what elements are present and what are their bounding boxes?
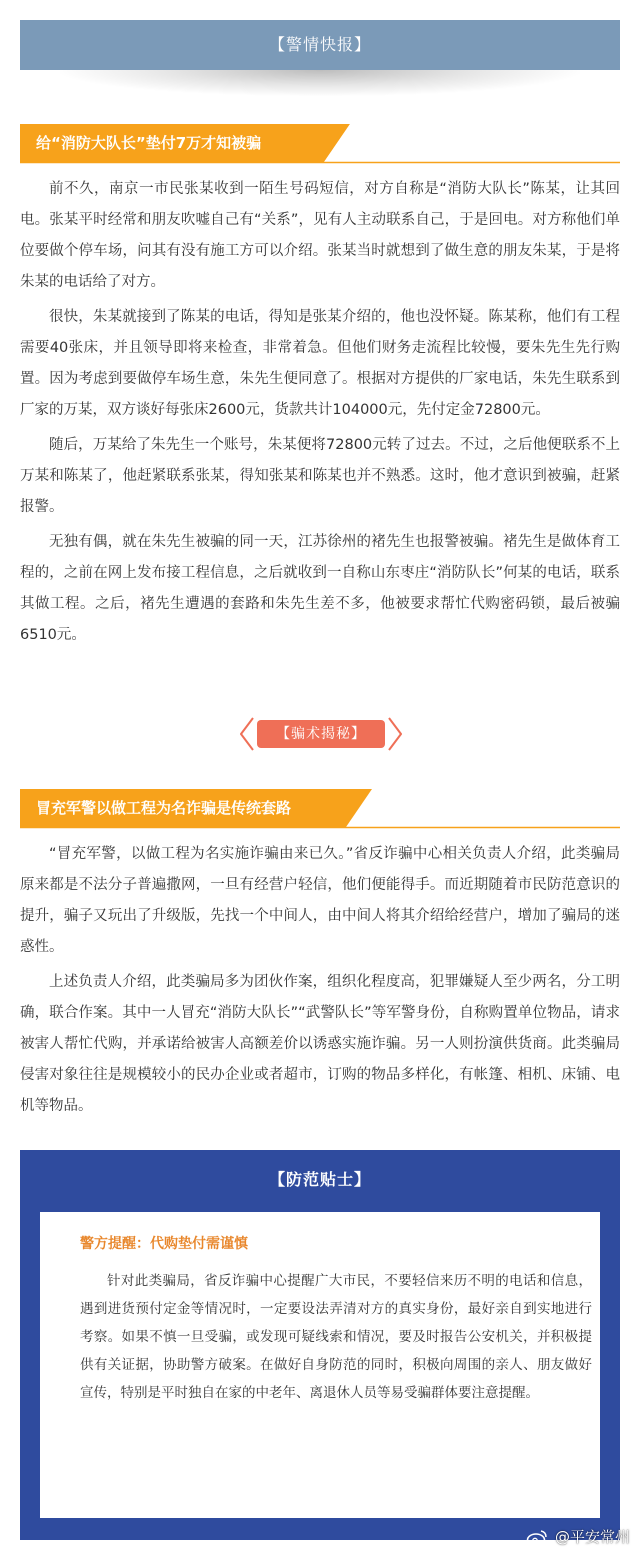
paragraph: 很快，朱某就接到了陈某的电话，得知是张某介绍的，他也没怀疑。陈某称，他们有工程需要40张床，并且领导即将来检查，非常着急。但他们财务走流程比较慢，要朱先生先行购置。因为考虑到要做停车场生意，朱先生便同意了。根据对方提供的厂家电话，朱先生联系到厂家的万某，双方谈好每张床2600元，货款共计104000元，先付定金72800元。 [20,309,620,418]
paragraph: 随后，万某给了朱先生一个账号，朱某便将72800元转了过去。不过，之后他便联系不上万某和陈某了，他赶紧联系张某，得知张某和陈某也并不熟悉。这时，他才意识到被骗，赶紧报警。 [20,437,620,515]
banner-shadow [60,70,580,96]
paragraph: 针对此类骗局，省反诈骗中心提醒广大市民，不要轻信来历不明的电话和信息，遇到进货预付定金等情况时，一定要设法弄清对方的真实身份，最好亲自到实地进行考察。如果不慎一旦受骗，或发现可疑线索和情况，要及时报告公安机关，并积极提供有关证据，协助警方破案。在做好自身防范的同时，积极向周围的亲人、朋友做好宣传，特别是平时独自在家的中老年、离退休人员等易受骗群体要注意提醒。 [80,1273,592,1401]
scam-reveal-label: 【骗术揭秘】 [257,720,385,748]
paragraph: 上述负责人介绍，此类骗局多为团伙作案，组织化程度高，犯罪嫌疑人至少两名，分工明确，联合作案。其中一人冒充“消防大队长”“武警队长”等军警身份，自称购置单位物品，请求被害人帮忙代购，并承诺给被害人高额差价以诱惑实施诈骗。另一人则扮演供货商。此类骗局侵害对象往往是规模较小的民办企业或者超市，订购的物品多样化，有帐篷、相机、床铺、电机等物品。 [20,974,620,1114]
paragraph: 无独有偶，就在朱先生被骗的同一天，江苏徐州的褚先生也报警被骗。褚先生是做体育工程的，之前在网上发布接工程信息，之后就收到一自称山东枣庄“消防队长”何某的电话，联系其做工程。之后，褚先生遭遇的套路和朱先生差不多，他被要求帮忙代购密码锁，最后被骗6510元。 [20,534,620,643]
prevention-tips-title: 【防范贴士】 [268,1170,371,1189]
prevention-tips-body [80,1267,592,1407]
police-reminder-subtitle: 警方提醒：代购垫付需谨慎 [80,1236,248,1252]
paragraph: 前不久，南京一市民张某收到一陌生号码短信，对方自称是“消防大队长”陈某，让其回电。张某平时经常和朋友吹嘘自己有“关系”，见有人主动联系自己，于是回电。对方称他们单位要做个停车场，问其有没有施工方可以介绍。张某当时就想到了做生意的朋友朱某，于是将朱某的电话给了对方。 [20,181,620,290]
section-heading-1 [20,124,620,164]
alert-banner [20,20,620,70]
article-section-1 [20,174,620,655]
section-heading-2-text: 冒充军警以做工程为名诈骗是传统套路 [36,799,292,817]
prevention-tips-box [20,1150,620,1540]
watermark-text: @平安常州 [554,1528,630,1546]
weibo-icon [526,1529,548,1547]
section-heading-1-text: 给“消防大队长”垫付7万才知被骗 [36,134,262,152]
scam-reveal-banner [240,716,402,752]
weibo-watermark [526,1524,630,1550]
paragraph: “冒充军警，以做工程为名实施诈骗由来已久。”省反诈骗中心相关负责人介绍，此类骗局原来都是不法分子普遍撒网，一旦有经营户轻信，他们便能得手。而近期随着市民防范意识的提升，骗子又玩出了升级版，先找一个中间人，由中间人将其介绍给经营户，增加了骗局的迷惑性。 [20,846,620,955]
alert-banner-title: 【警情快报】 [268,35,371,54]
article-section-2 [20,839,620,1126]
section-heading-2 [20,789,620,829]
